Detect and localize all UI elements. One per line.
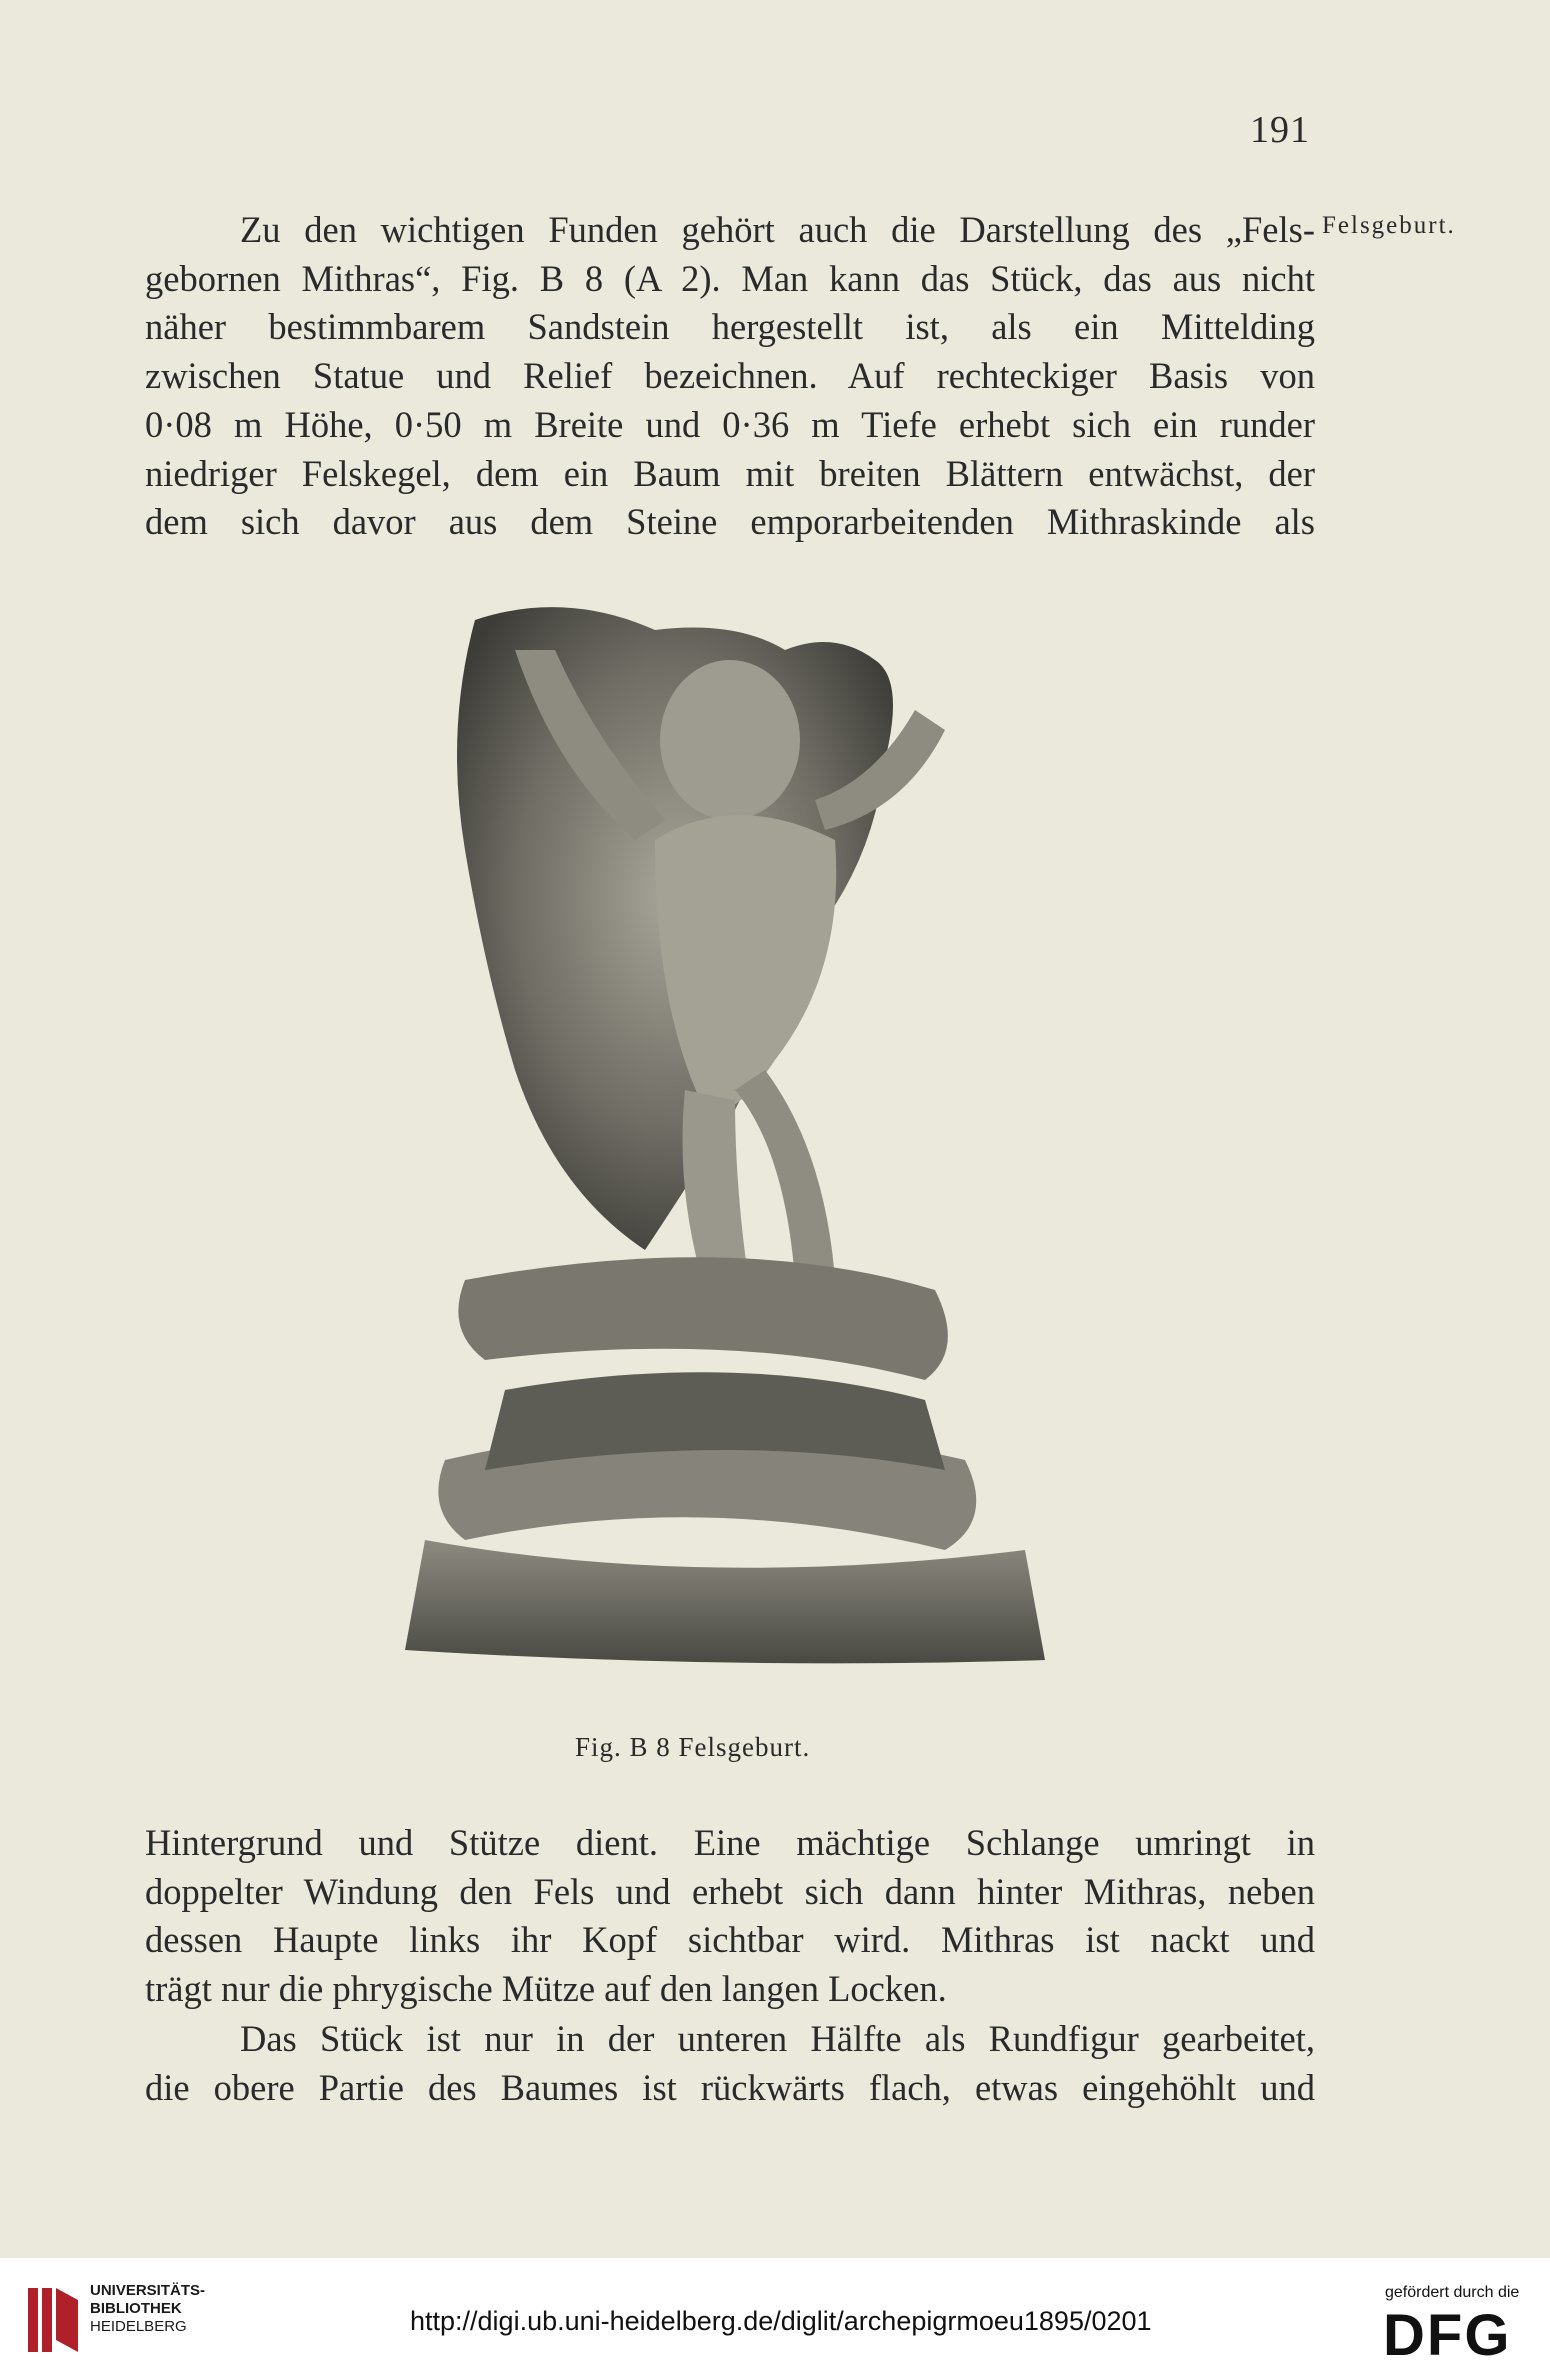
text-line: 0·08 m Höhe, 0·50 m Breite und 0·36 m Tiefe erhebt sich ein runder (145, 403, 1315, 445)
source-url-link[interactable]: http://digi.ub.uni-heidelberg.de/diglit/archepigrmoeu1895/0201 (410, 2306, 1152, 2336)
library-logo-icon (22, 2280, 82, 2360)
sculpture-photograph (405, 590, 1065, 1670)
footer-bar (0, 2258, 1550, 2378)
text-line: dem sich davor aus dem Steine emporarbeitenden Mithraskinde als (145, 501, 1315, 543)
text-line: Zu den wichtigen Funden gehört auch die Darstellung des „Fels- (240, 209, 1315, 250)
text-line: gebornen Mithras“, Fig. B 8 (A 2). Man kann das Stück, das aus nicht (145, 257, 1315, 299)
paragraph-3 (145, 2015, 1315, 2112)
text-line: dessen Haupte links ihr Kopf sichtbar wird. Mithras ist nackt und (145, 1919, 1315, 1961)
text-line: Das Stück ist nur in der unteren Hälfte als Rundfigur gearbeitet, (240, 2018, 1315, 2059)
paragraph-1 (145, 206, 1315, 547)
text-line: die obere Partie des Baumes ist rückwärts flach, etwas eingehöhlt und (145, 2066, 1315, 2108)
text-line: trägt nur die phrygische Mütze auf den langen Locken. (145, 1968, 947, 2010)
funding-label: gefördert durch die (1385, 2284, 1520, 2301)
paragraph-2 (145, 1819, 1315, 2014)
text-line: Hintergrund und Stütze dient. Eine mächtige Schlange umringt in (145, 1822, 1315, 1863)
figure-caption: Fig. B 8 Felsgeburt. (575, 1732, 811, 1762)
library-name: UNIVERSITÄTS- BIBLIOTHEK HEIDELBERG (90, 2282, 206, 2335)
text-line: näher bestimmbarem Sandstein hergestellt ist, als ein Mittelding (145, 306, 1315, 348)
page-number: 191 (1250, 109, 1310, 151)
margin-note: Felsgeburt. (1322, 212, 1456, 239)
text-line: niedriger Felskegel, dem ein Baum mit breiten Blättern entwächst, der (145, 452, 1315, 494)
text-line: zwischen Statue und Relief bezeichnen. Auf rechteckiger Basis von (145, 355, 1315, 397)
dfg-logo: DFG (1383, 2303, 1512, 2368)
text-line: doppelter Windung den Fels und erhebt sich dann hinter Mithras, neben (145, 1870, 1315, 1912)
